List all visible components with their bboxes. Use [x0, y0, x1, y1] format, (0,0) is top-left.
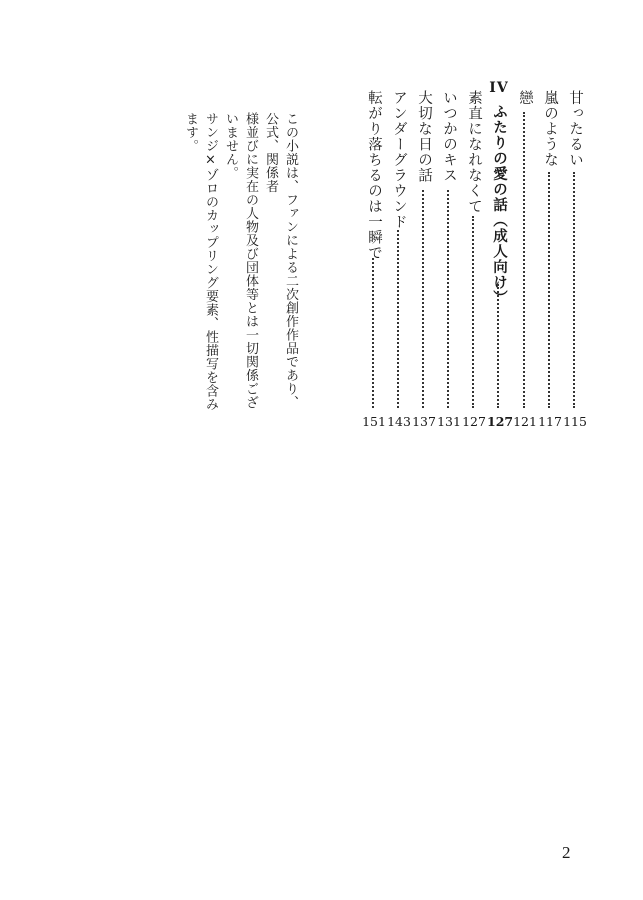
toc-entry-title: 転がり落ちるのは一瞬で: [366, 90, 382, 261]
disclaimer-note: [183, 112, 300, 412]
toc-leader-dots: [523, 112, 525, 408]
toc-entry: [364, 90, 384, 435]
toc-page-number: 151: [362, 414, 386, 429]
disclaimer-line: サンジ×ゾロのカップリング要素、性描写を含みます。: [183, 112, 218, 411]
toc-entry: [565, 90, 585, 435]
toc-leader-dots: [397, 230, 399, 408]
page-number: 2: [562, 843, 571, 862]
toc-page-number: 137: [412, 414, 436, 429]
section-numeral: IV: [489, 80, 509, 96]
toc-leader-dots: [372, 258, 374, 408]
table-of-contents: [345, 80, 587, 435]
disclaimer-line: 様並びに実在の人物及び団体等とは一切関係ございません。: [223, 112, 258, 409]
toc-section-heading: [487, 78, 514, 429]
toc-page-number: 127: [462, 414, 486, 429]
toc-page-number: 121: [513, 414, 537, 429]
toc-entry-title: 大切な日の話: [416, 90, 432, 183]
toc-entry: [439, 90, 459, 435]
toc-entry-title: 戀: [517, 90, 533, 106]
toc-entry-title: 素直になれなくて: [466, 90, 482, 214]
toc-entry-title: いつかのキス: [441, 90, 457, 183]
toc-entry-title: 嵐のような: [542, 90, 558, 168]
toc-entry: [389, 90, 409, 435]
toc-leader-dots: [497, 284, 499, 408]
toc-leader-dots: [472, 216, 474, 408]
toc-leader-dots: [447, 190, 449, 408]
toc-page-number: 131: [437, 414, 461, 429]
toc-entry: [515, 90, 535, 435]
toc-entry: [414, 90, 434, 435]
toc-section-title: ふたりの愛の話（成人向け）: [491, 104, 508, 306]
disclaimer-line: この小説は、ファンによる二次創作作品であり、公式、関係者: [263, 112, 298, 409]
toc-page-number: 143: [387, 414, 411, 429]
toc-leader-dots: [573, 172, 575, 408]
toc-leader-dots: [422, 190, 424, 408]
toc-page-number: 117: [538, 414, 562, 429]
toc-entry-title: アンダーグラウンド: [391, 90, 407, 230]
toc-page-number: 115: [563, 414, 587, 429]
toc-leader-dots: [548, 172, 550, 408]
toc-entry: [540, 90, 560, 435]
toc-page-number: 127: [487, 414, 514, 429]
toc-entry-title: 甘ったるい: [567, 90, 583, 168]
toc-entry: [464, 90, 484, 435]
